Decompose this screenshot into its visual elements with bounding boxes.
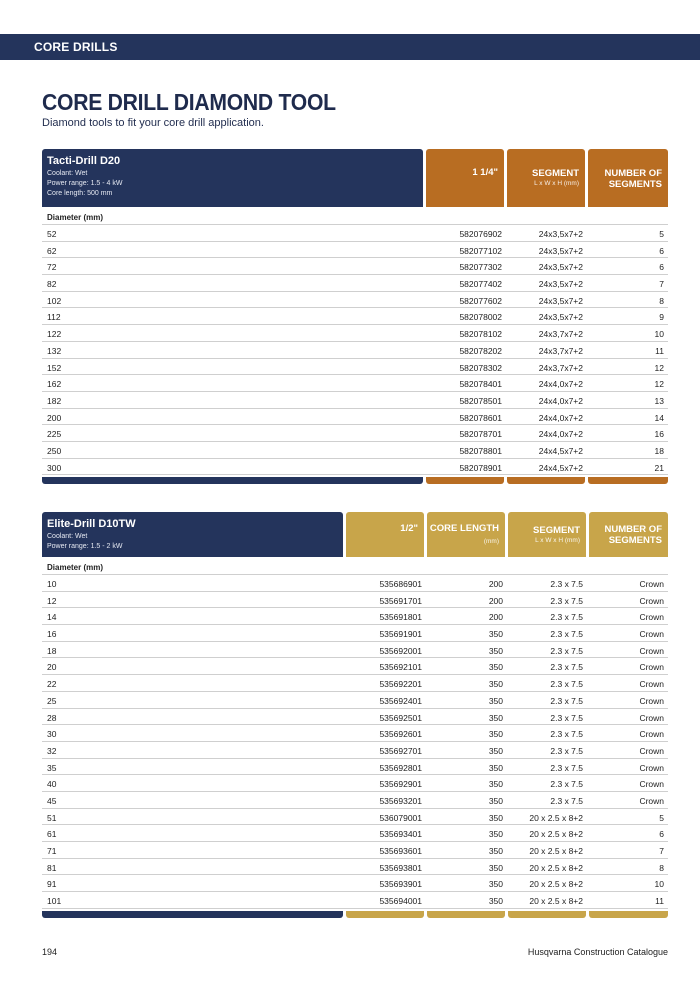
table-cell: 350	[488, 896, 503, 907]
table-cell: 350	[488, 629, 503, 640]
table-cell: 200	[488, 612, 503, 623]
table-cell: 2.3 x 7.5	[550, 795, 583, 806]
table-row	[42, 592, 668, 609]
table-cell: 350	[488, 745, 503, 756]
table-cell: Crown	[639, 662, 664, 673]
table-cell: 5	[659, 812, 664, 823]
table-cell: Crown	[639, 629, 664, 640]
diameter-cell: 91	[47, 879, 57, 890]
table-row	[42, 608, 668, 625]
table-cell: 582078002	[459, 312, 502, 323]
size-header	[426, 149, 504, 207]
table-cell: Crown	[639, 729, 664, 740]
segments-header-line2: SEGMENTS	[608, 179, 662, 190]
table-row	[42, 842, 668, 859]
product-name: Elite-Drill D10TW	[47, 518, 136, 530]
segments-count-header	[589, 512, 668, 557]
table-cell: 535693901	[379, 879, 422, 890]
table-header	[42, 512, 668, 557]
table-cell: Crown	[639, 745, 664, 756]
page-subtitle: Diamond tools to fit your core drill application.	[42, 117, 264, 129]
table-cell: 2.3 x 7.5	[550, 662, 583, 673]
diameter-cell: 12	[47, 595, 57, 606]
table-cell: 350	[488, 695, 503, 706]
segments-count-header	[588, 149, 668, 207]
table-row	[42, 775, 668, 792]
table-cell: 24x3,5x7+2	[538, 245, 583, 256]
diameter-cell: 182	[47, 395, 62, 406]
table-cell: 24x4,0x7+2	[538, 412, 583, 423]
table-cell: 21	[654, 462, 664, 473]
table-row	[42, 242, 668, 259]
section-label: CORE DRILLS	[34, 40, 118, 54]
core-length-header-sub: (mm)	[483, 538, 499, 545]
table-cell: 2.3 x 7.5	[550, 712, 583, 723]
diameter-cell: 51	[47, 812, 57, 823]
table-cell: 6	[659, 829, 664, 840]
diameter-cell: 14	[47, 612, 57, 623]
table-cell: 14	[654, 412, 664, 423]
table-row	[42, 759, 668, 776]
diameter-cell: 35	[47, 762, 57, 773]
product-info-line: Power range: 1.5 - 2 kW	[47, 543, 123, 550]
table-row	[42, 742, 668, 759]
table-cell: 535691801	[379, 612, 422, 623]
diameter-cell: 71	[47, 846, 57, 856]
table-cell: 9	[659, 312, 664, 323]
table-cell: 350	[488, 795, 503, 806]
table-cell: 12	[654, 362, 664, 373]
table-cell: 535686901	[379, 579, 422, 589]
table-cell: 2.3 x 7.5	[550, 679, 583, 690]
diameter-label: Diameter (mm)	[42, 207, 668, 225]
table-row	[42, 325, 668, 342]
diameter-cell: 250	[47, 445, 62, 456]
table-cell: 350	[488, 712, 503, 723]
table-row	[42, 809, 668, 826]
table-row	[42, 342, 668, 359]
size-header-label: 1 1/4"	[472, 167, 498, 178]
table-row	[42, 409, 668, 426]
table-cell: 535694001	[379, 896, 422, 907]
table-cell: 10	[654, 329, 664, 340]
diameter-cell: 132	[47, 345, 62, 356]
diameter-cell: 102	[47, 295, 62, 306]
table-cell: 582077602	[459, 295, 502, 306]
table-cell: 6	[659, 245, 664, 256]
diameter-cell: 81	[47, 862, 57, 873]
diameter-cell: 101	[47, 896, 62, 907]
table-cell: 20 x 2.5 x 8+2	[529, 846, 583, 856]
table-cell: 350	[488, 645, 503, 656]
table-row	[42, 292, 668, 309]
table-row	[42, 442, 668, 459]
table-cell: 535692101	[379, 662, 422, 673]
diameter-cell: 30	[47, 729, 57, 740]
table-cell: 582078901	[459, 462, 502, 473]
table-cell: 200	[488, 595, 503, 606]
table-cell: 350	[488, 862, 503, 873]
table-row	[42, 825, 668, 842]
table-cell: 582076902	[459, 229, 502, 239]
table-cell: 8	[659, 295, 664, 306]
diameter-cell: 32	[47, 745, 57, 756]
table-cell: 6	[659, 262, 664, 273]
table-row	[42, 658, 668, 675]
table-row	[42, 392, 668, 409]
table-cell: 2.3 x 7.5	[550, 695, 583, 706]
diameter-cell: 152	[47, 362, 62, 373]
diameter-cell: 200	[47, 412, 62, 423]
table-cell: 535693601	[379, 846, 422, 856]
product-name-cell	[42, 512, 343, 557]
table-cell: 2.3 x 7.5	[550, 779, 583, 790]
diameter-cell: 61	[47, 829, 57, 840]
table-cell: 11	[655, 345, 664, 356]
table-cell: 2.3 x 7.5	[550, 745, 583, 756]
table-cell: 582078801	[459, 445, 502, 456]
table-cell: 13	[654, 395, 664, 406]
table-cell: 20 x 2.5 x 8+2	[529, 896, 583, 907]
table-cell: Crown	[639, 779, 664, 790]
table-row	[42, 725, 668, 742]
table-cell: 535692601	[379, 729, 422, 740]
table-cell: 2.3 x 7.5	[550, 629, 583, 640]
table-cell: 5	[659, 229, 664, 239]
table-cell: 582078401	[459, 379, 502, 390]
core-length-header-label: CORE LENGTH	[429, 523, 499, 534]
product-name-cell	[42, 149, 423, 207]
table-cell: 582078601	[459, 412, 502, 423]
product-info-line: Coolant: Wet	[47, 533, 88, 540]
table-cell: 24x4,5x7+2	[538, 445, 583, 456]
diameter-label: Diameter (mm)	[42, 557, 668, 575]
table-cell: 24x3,5x7+2	[538, 229, 583, 239]
table-cell: 200	[488, 579, 503, 589]
table-cell: 582077102	[459, 245, 502, 256]
table-cell: 24x4,5x7+2	[538, 462, 583, 473]
table-cell: 24x4,0x7+2	[538, 379, 583, 390]
table-footer-bar	[42, 477, 668, 484]
table-cell: 350	[488, 762, 503, 773]
diameter-cell: 82	[47, 279, 57, 290]
segment-header-label: SEGMENT	[533, 525, 580, 536]
table-row	[42, 425, 668, 442]
table-cell: 535693201	[379, 795, 422, 806]
table-cell: 350	[488, 879, 503, 890]
table-row	[42, 575, 668, 592]
table-cell: 24x3,5x7+2	[538, 279, 583, 290]
diameter-cell: 22	[47, 679, 57, 690]
table-cell: 535692001	[379, 645, 422, 656]
table-cell: 350	[488, 729, 503, 740]
table-cell: Crown	[639, 595, 664, 606]
page-title: CORE DRILL DIAMOND TOOL	[42, 89, 336, 115]
table-cell: 350	[488, 846, 503, 856]
table-cell: Crown	[639, 679, 664, 690]
table-cell: 350	[488, 812, 503, 823]
table-cell: 535692501	[379, 712, 422, 723]
page-number: 194	[42, 947, 58, 957]
table-body	[42, 225, 668, 475]
table-cell: 2.3 x 7.5	[550, 579, 583, 589]
table-cell: 7	[659, 279, 664, 290]
table-cell: 24x4,0x7+2	[538, 395, 583, 406]
table-cell: 20 x 2.5 x 8+2	[529, 879, 583, 890]
segments-header-line1: NUMBER OF	[604, 524, 662, 535]
table-cell: Crown	[639, 695, 664, 706]
table-cell: 16	[654, 429, 664, 440]
table-cell: 24x3,5x7+2	[538, 262, 583, 273]
table-cell: 535691901	[379, 629, 422, 640]
segment-header-sub: L x W x H (mm)	[535, 537, 580, 544]
diameter-cell: 112	[47, 312, 61, 323]
table-cell: 20 x 2.5 x 8+2	[529, 829, 583, 840]
table-cell: 350	[488, 779, 503, 790]
table-cell: 535692801	[379, 762, 422, 773]
catalogue-name: Husqvarna Construction Catalogue	[527, 947, 668, 957]
table-cell: 582078102	[459, 329, 502, 340]
table-row	[42, 459, 668, 476]
segments-header-line1: NUMBER OF	[604, 168, 662, 179]
table-cell: 582077402	[459, 279, 502, 290]
segment-header	[507, 149, 585, 207]
table-cell: 582078501	[459, 395, 502, 406]
table-cell: 2.3 x 7.5	[550, 762, 583, 773]
table-cell: 24x3,7x7+2	[538, 329, 583, 340]
table-cell: 10	[654, 879, 664, 890]
table-cell: 2.3 x 7.5	[550, 595, 583, 606]
diameter-cell: 45	[47, 795, 57, 806]
product-info-line: Power range: 1.5 - 4 kW	[47, 180, 123, 187]
table-row	[42, 375, 668, 392]
table-cell: 12	[654, 379, 664, 390]
product-info-line: Core length: 500 mm	[47, 190, 113, 197]
table-cell: Crown	[639, 712, 664, 723]
table-cell: 24x3,5x7+2	[538, 295, 583, 306]
table-row	[42, 859, 668, 876]
table-body	[42, 575, 668, 909]
table-footer-bar	[42, 911, 668, 918]
table-row	[42, 792, 668, 809]
diameter-cell: 10	[47, 579, 57, 589]
segment-header	[508, 512, 586, 557]
table-cell: Crown	[639, 612, 664, 623]
table-cell: 535693401	[379, 829, 422, 840]
diameter-cell: 122	[47, 329, 62, 340]
diameter-cell: 20	[47, 662, 57, 673]
table-cell: Crown	[639, 579, 664, 589]
diameter-cell: 18	[47, 645, 57, 656]
table-row	[42, 642, 668, 659]
product-info-line: Coolant: Wet	[47, 170, 88, 177]
diameter-cell: 52	[47, 229, 57, 239]
table-cell: Crown	[639, 795, 664, 806]
segment-header-sub: L x W x H (mm)	[534, 180, 579, 187]
segment-header-label: SEGMENT	[532, 168, 579, 179]
diameter-cell: 16	[47, 629, 57, 640]
table-cell: 2.3 x 7.5	[550, 729, 583, 740]
table-row	[42, 225, 668, 242]
table-cell: 582078202	[459, 345, 502, 356]
table-cell: Crown	[639, 762, 664, 773]
table-cell: 18	[654, 445, 664, 456]
table-row	[42, 709, 668, 726]
table-cell: 535693801	[379, 862, 422, 873]
table-cell: 350	[488, 829, 503, 840]
product-name: Tacti-Drill D20	[47, 155, 121, 167]
table-row	[42, 692, 668, 709]
section-band	[0, 34, 700, 60]
table-cell: 582077302	[459, 262, 502, 273]
table-cell: 8	[659, 862, 664, 873]
table-cell: 24x3,5x7+2	[538, 312, 583, 323]
table-row	[42, 675, 668, 692]
table-cell: 535692201	[379, 679, 422, 690]
table-cell: 20 x 2.5 x 8+2	[529, 862, 583, 873]
elite-drill-table	[42, 512, 668, 918]
table-cell: 535692901	[379, 779, 422, 790]
diameter-cell: 225	[47, 429, 62, 440]
table-cell: 535691701	[379, 595, 422, 606]
table-row	[42, 308, 668, 325]
table-row	[42, 359, 668, 376]
diameter-cell: 72	[47, 262, 57, 273]
table-row	[42, 875, 668, 892]
size-header	[346, 512, 424, 557]
table-cell: 24x3,7x7+2	[538, 362, 583, 373]
diameter-cell: 25	[47, 695, 57, 706]
table-cell: 24x3,7x7+2	[538, 345, 583, 356]
table-row	[42, 258, 668, 275]
diameter-cell: 62	[47, 245, 57, 256]
table-cell: 2.3 x 7.5	[550, 645, 583, 656]
table-cell: 582078302	[459, 362, 502, 373]
table-header	[42, 149, 668, 207]
table-row	[42, 275, 668, 292]
diameter-cell: 28	[47, 712, 57, 723]
table-cell: 350	[488, 662, 503, 673]
table-cell: 535692401	[379, 695, 422, 706]
core-length-header	[427, 512, 505, 557]
table-row	[42, 625, 668, 642]
diameter-cell: 300	[47, 462, 62, 473]
size-header-label: 1/2"	[400, 523, 418, 534]
table-cell: 535692701	[379, 745, 422, 756]
segments-header-line2: SEGMENTS	[608, 535, 662, 546]
table-cell: 536079001	[379, 812, 422, 823]
diameter-cell: 40	[47, 779, 57, 790]
table-cell: 350	[488, 679, 503, 690]
tacti-drill-table	[42, 149, 668, 484]
table-cell: 24x4,0x7+2	[538, 429, 583, 440]
table-cell: Crown	[639, 645, 664, 656]
table-cell: 2.3 x 7.5	[550, 612, 583, 623]
diameter-cell: 162	[47, 379, 62, 390]
table-row	[42, 892, 668, 909]
table-cell: 11	[655, 896, 664, 907]
table-cell: 7	[659, 846, 664, 856]
table-cell: 20 x 2.5 x 8+2	[529, 812, 583, 823]
table-cell: 582078701	[459, 429, 502, 440]
